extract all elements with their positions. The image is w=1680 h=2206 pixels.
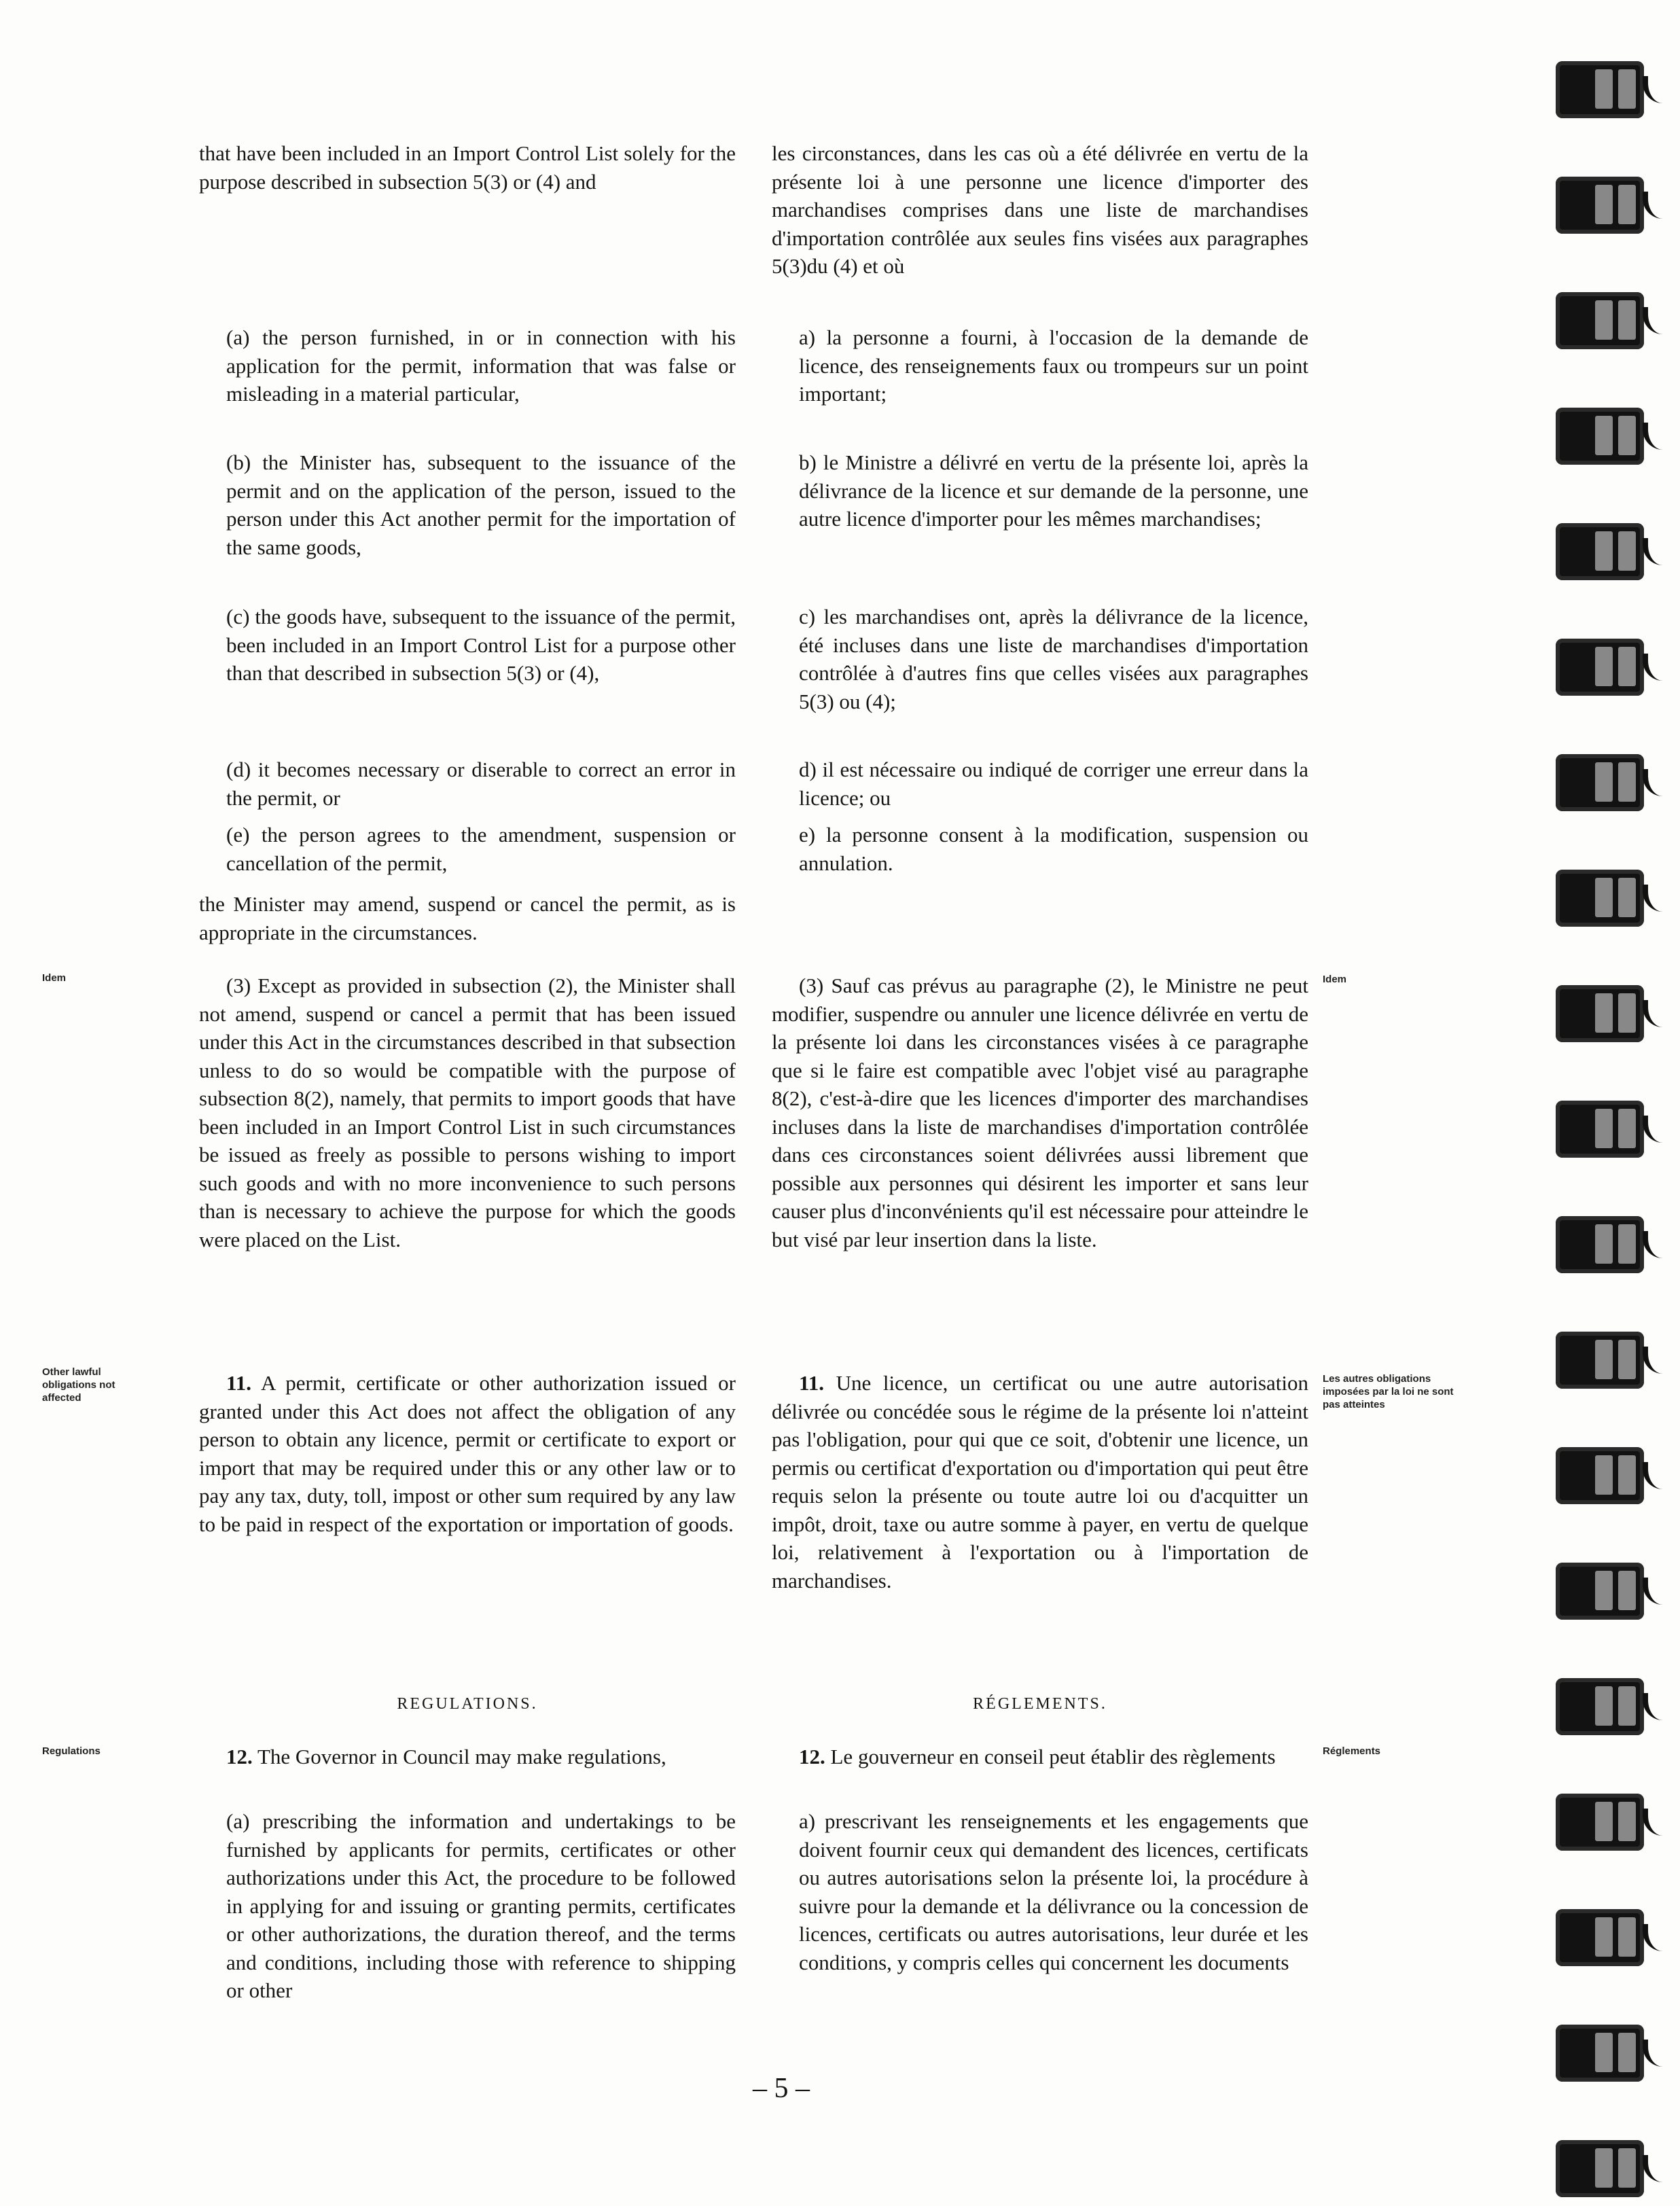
en-para-b: (b) the Minister has, subsequent to the issuance of the permit and on the application of the person, issued to the person under this Act another permit for the importation of the same goods, xyxy=(226,450,736,559)
margin-note-regulations-en: Regulations xyxy=(42,1745,101,1757)
en-section-11 xyxy=(199,1369,736,1538)
binding-ring xyxy=(1556,1216,1644,1273)
en-conclusion: the Minister may amend, suspend or cancel the permit, as is appropriate in the circumstances. xyxy=(199,892,736,944)
en-para-c: (c) the goods have, subsequent to the issuance of the permit, been included in an Import Control List for a purpose other than that described in subsection 5(3) or (4), xyxy=(226,605,736,685)
fr-section-12-text: Le gouverneur en conseil peut établir des règlements xyxy=(825,1745,1276,1768)
fr-section-12-number: 12. xyxy=(799,1745,825,1768)
margin-note-regulations-fr: Réglements xyxy=(1323,1745,1381,1757)
margin-note-other-obligations-fr: Les autres obligations imposées par la loi ne sont pas atteintes xyxy=(1323,1373,1454,1410)
fr-para-c: c) les marchandises ont, après la délivrance de la licence, été incluses dans une liste de marchandises d'importation contrôlée à d'autres fins que celles visées aux paragraphes 5(3) ou (4); xyxy=(799,605,1308,713)
fr-section-12 xyxy=(772,1743,1308,1771)
en-para-a: (a) the person furnished, in or in connection with his application for the permit, information that was false or misleading in a material particular, xyxy=(226,325,736,406)
page-number: – 5 – xyxy=(753,2073,810,2104)
en-section-11-text: A permit, certificate or other authorization issued or granted under this Act does not affect the obligation of any person to obtain any licence, permit or certificate to export or import that may be required under this or any other law or to pay any tax, duty, toll, impost or other sum required by any law to be paid in respect of the exportation or importation of goods. xyxy=(199,1371,736,1536)
binding-ring xyxy=(1556,1447,1644,1504)
en-section-12 xyxy=(199,1743,736,1771)
binding-ring xyxy=(1556,177,1644,234)
fr-para-b: b) le Ministre a délivré en vertu de la présente loi, après la délivrance de la licence et sur demande de la personne, une autre licence d'importer pour les mêmes marchandises; xyxy=(799,450,1308,531)
fr-heading-regulations: RÉGLEMENTS. xyxy=(973,1695,1107,1713)
margin-note-idem-fr: Idem xyxy=(1323,974,1347,985)
binding-ring xyxy=(1556,639,1644,696)
en-section-12-text: The Governor in Council may make regulations, xyxy=(252,1745,666,1768)
binding-ring xyxy=(1556,1909,1644,1966)
en-subsection-3: (3) Except as provided in subsection (2), the Minister shall not amend, suspend or cancel a permit that has been issued under this Act in the circumstances described in that subsection unless to do so would be compatible with the purpose of subsection 8(2), namely, that permits to import goods that have been included in an Import Control List in such circumstances be issued as freely as possible to persons wishing to import such goods and with no more inconvenience to such persons than is necessary to achieve the purpose for which the goods were placed on the List. xyxy=(199,974,736,1251)
binding-ring xyxy=(1556,870,1644,927)
fr-subsection-3: (3) Sauf cas prévus au paragraphe (2), le Ministre ne peut modifier, suspendre ou annuler une licence délivrée en vertu de la présente loi dans les circonstances visées à ce paragraphe que si le faire est compatible avec l'objet visé au paragraphe 8(2), c'est-à-dire que les licences d'importer des marchandises incluses dans la liste de marchandises d'importation contrôlée dans ces circonstances soient délivrées aussi librement que possible aux personnes qui désirent les importer et sans leur causer plus d'inconvénients qu'il est nécessaire pour atteindre le but visé par leur insertion dans la liste. xyxy=(772,974,1308,1251)
binding-ring xyxy=(1556,1101,1644,1158)
fr-para-e: e) la personne consent à la modification, suspension ou annulation. xyxy=(799,823,1308,875)
binding-ring xyxy=(1556,2140,1644,2197)
en-heading-regulations: REGULATIONS. xyxy=(397,1695,538,1713)
binding-ring xyxy=(1556,1332,1644,1389)
margin-note-other-obligations-en: Other lawful obligations not affected xyxy=(42,1366,115,1404)
spiral-binding xyxy=(1549,41,1680,2206)
en-section-11-number: 11. xyxy=(226,1371,252,1395)
fr-section-12-para-a: a) prescrivant les renseignements et les engagements que doivent fournir ceux qui demandent des licences, certificats ou autres autorisations selon la présente loi, la procédure à suivre pour la demande et la délivrance ou la concession de licences, certificats ou autres autorisations, leur durée et les conditions, y compris celles qui concernent les documents xyxy=(799,1809,1308,1974)
binding-ring xyxy=(1556,1563,1644,1620)
binding-ring xyxy=(1556,754,1644,811)
binding-ring xyxy=(1556,408,1644,465)
fr-section-11-number: 11. xyxy=(799,1371,825,1395)
binding-ring xyxy=(1556,523,1644,580)
en-para-e: (e) the person agrees to the amendment, suspension or cancellation of the permit, xyxy=(226,823,736,875)
binding-ring xyxy=(1556,1794,1644,1851)
binding-ring xyxy=(1556,1678,1644,1735)
binding-ring xyxy=(1556,292,1644,349)
fr-section-11 xyxy=(772,1369,1308,1595)
fr-para-a: a) la personne a fourni, à l'occasion de la demande de licence, des renseignements faux ou trompeurs sur un point important; xyxy=(799,325,1308,406)
en-para-d: (d) it becomes necessary or diserable to correct an error in the permit, or xyxy=(226,758,736,810)
binding-ring xyxy=(1556,2025,1644,2082)
en-section-12-number: 12. xyxy=(226,1745,253,1768)
fr-para-d: d) il est nécessaire ou indiqué de corriger une erreur dans la licence; ou xyxy=(799,758,1308,810)
fr-section-11-text: Une licence, un certificat ou une autre autorisation délivrée ou concédée sous le régime de la présente loi n'atteint pas l'obligation, pour qui que ce soit, d'obtenir une licence, un permis ou certificat d'exportation ou d'importation qui peut être requis selon la présente ou toute autre loi ou d'acquitter un impôt, droit, taxe ou autre somme à payer, en vertu de quelque loi, relativement à l'exportation ou à l'importation de marchandises. xyxy=(772,1371,1308,1593)
en-section-12-para-a: (a) prescribing the information and undertakings to be furnished by applicants for permits, certificates or other authorizations under this Act, the procedure to be followed in applying for and issuing or granting permits, certificates or other authorizations, the duration thereof, and the terms and conditions, including those with reference to shipping or other xyxy=(226,1809,736,2002)
en-intro: that have been included in an Import Control List solely for the purpose described in subsection 5(3) or (4) and xyxy=(199,141,736,194)
fr-intro: les circonstances, dans les cas où a été délivrée en vertu de la présente loi à une personne une licence d'importer des marchandises comprises dans une liste de marchandises d'importation contrôlée aux seules fins visées aux paragraphes 5(3)du (4) et où xyxy=(772,141,1308,278)
margin-note-idem-en: Idem xyxy=(42,972,67,984)
binding-ring xyxy=(1556,985,1644,1042)
binding-ring xyxy=(1556,61,1644,118)
